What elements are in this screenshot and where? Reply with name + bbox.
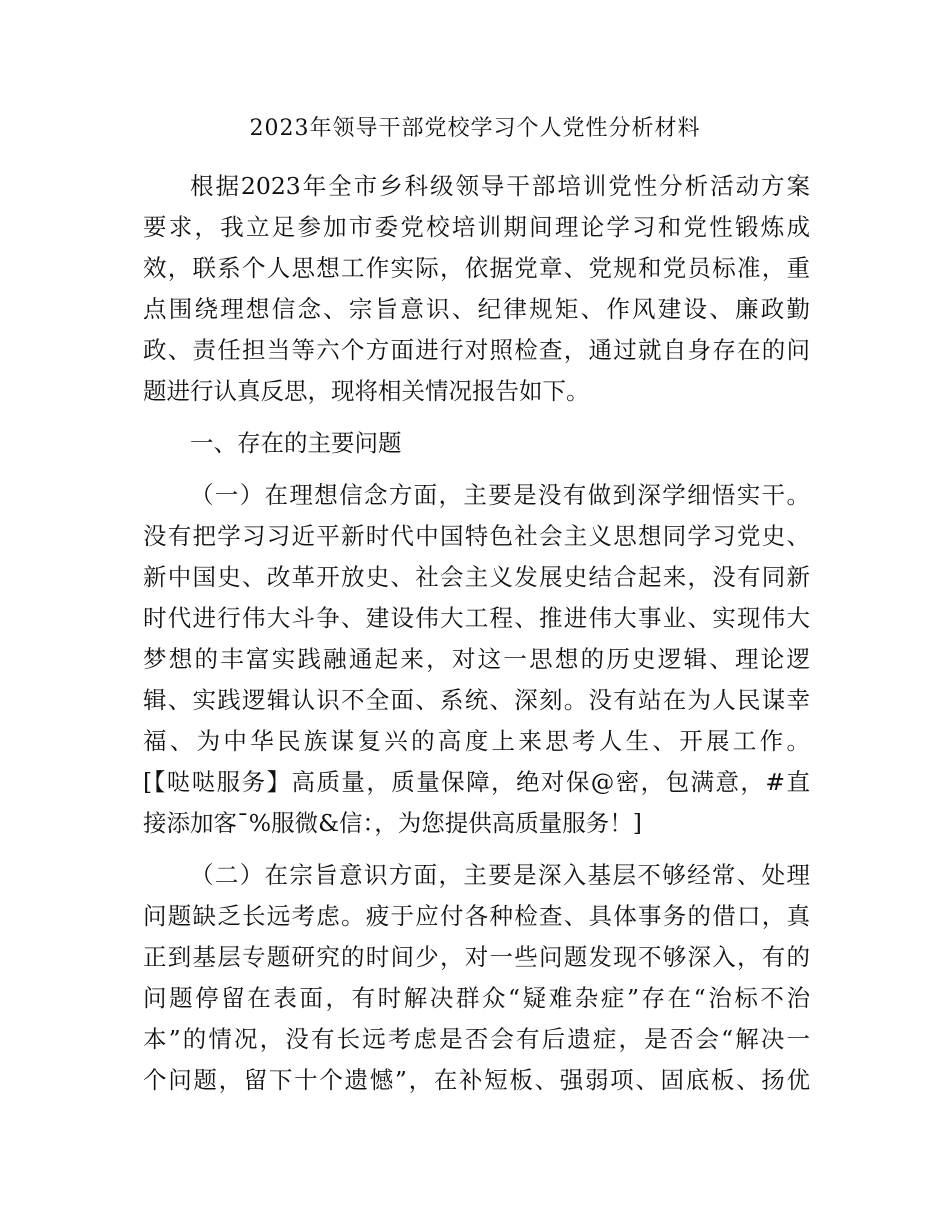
text-line: 题进行认真反思，现将相关情况报告如下。 bbox=[143, 377, 590, 405]
heading-line: 一、存在的主要问题 bbox=[190, 429, 402, 457]
text-line: 接添加客¯%服微&信：，为您提供高质量服务！] bbox=[143, 809, 642, 837]
text-line: 正到基层专题研究的时间少，对一些问题发现不够深入，有的 bbox=[143, 943, 810, 971]
text-line: 时代进行伟大斗争、建设伟大工程、推进伟大事业、实现伟大 bbox=[143, 604, 810, 632]
text-line: 梦想的丰富实践融通起来，对这一思想的历史逻辑、理论逻 bbox=[143, 645, 810, 673]
text-line: 政、责任担当等六个方面进行对照检查，通过就自身存在的问 bbox=[143, 336, 810, 364]
text-line: 效，联系个人思想工作实际，依据党章、党规和党员标准，重 bbox=[143, 254, 810, 282]
text-line: 问题停留在表面，有时解决群众“疑难杂症”存在“治标不治 bbox=[143, 984, 810, 1012]
text-line: 没有把学习习近平新时代中国特色社会主义思想同学习党史、 bbox=[143, 522, 810, 550]
text-line: 辑、实践逻辑认识不全面、系统、深刻。没有站在为人民谋幸 bbox=[143, 686, 810, 714]
text-line: 要求，我立足参加市委党校培训期间理论学习和党性锻炼成 bbox=[143, 213, 810, 241]
text-line: 福、为中华民族谋复兴的高度上来思考人生、开展工作。 bbox=[143, 727, 810, 755]
text-line: 问题缺乏长远考虑。疲于应付各种检查、具体事务的借口，真 bbox=[143, 902, 810, 930]
text-line: （二）在宗旨意识方面，主要是深入基层不够经常、处理 bbox=[190, 861, 810, 889]
text-line: 本”的情况，没有长远考虑是否会有后遗症，是否会“解决一 bbox=[143, 1025, 810, 1053]
text-line: 点围绕理想信念、宗旨意识、纪律规矩、作风建设、廉政勤 bbox=[143, 295, 810, 323]
document-title: 2023年领导干部党校学习个人党性分析材料 bbox=[249, 116, 701, 141]
text-line: 个问题，留下十个遗憾”，在补短板、强弱项、固底板、扬优 bbox=[143, 1066, 810, 1094]
text-line: [【哒哒服务】高质量，质量保障，绝对保@密，包满意，#直 bbox=[143, 768, 810, 796]
text-line: 根据2023年全市乡科级领导干部培训党性分析活动方案 bbox=[190, 172, 810, 200]
text-line: （一）在理想信念方面，主要是没有做到深学细悟实干。 bbox=[190, 481, 810, 509]
text-line: 新中国史、改革开放史、社会主义发展史结合起来，没有同新 bbox=[143, 563, 810, 591]
